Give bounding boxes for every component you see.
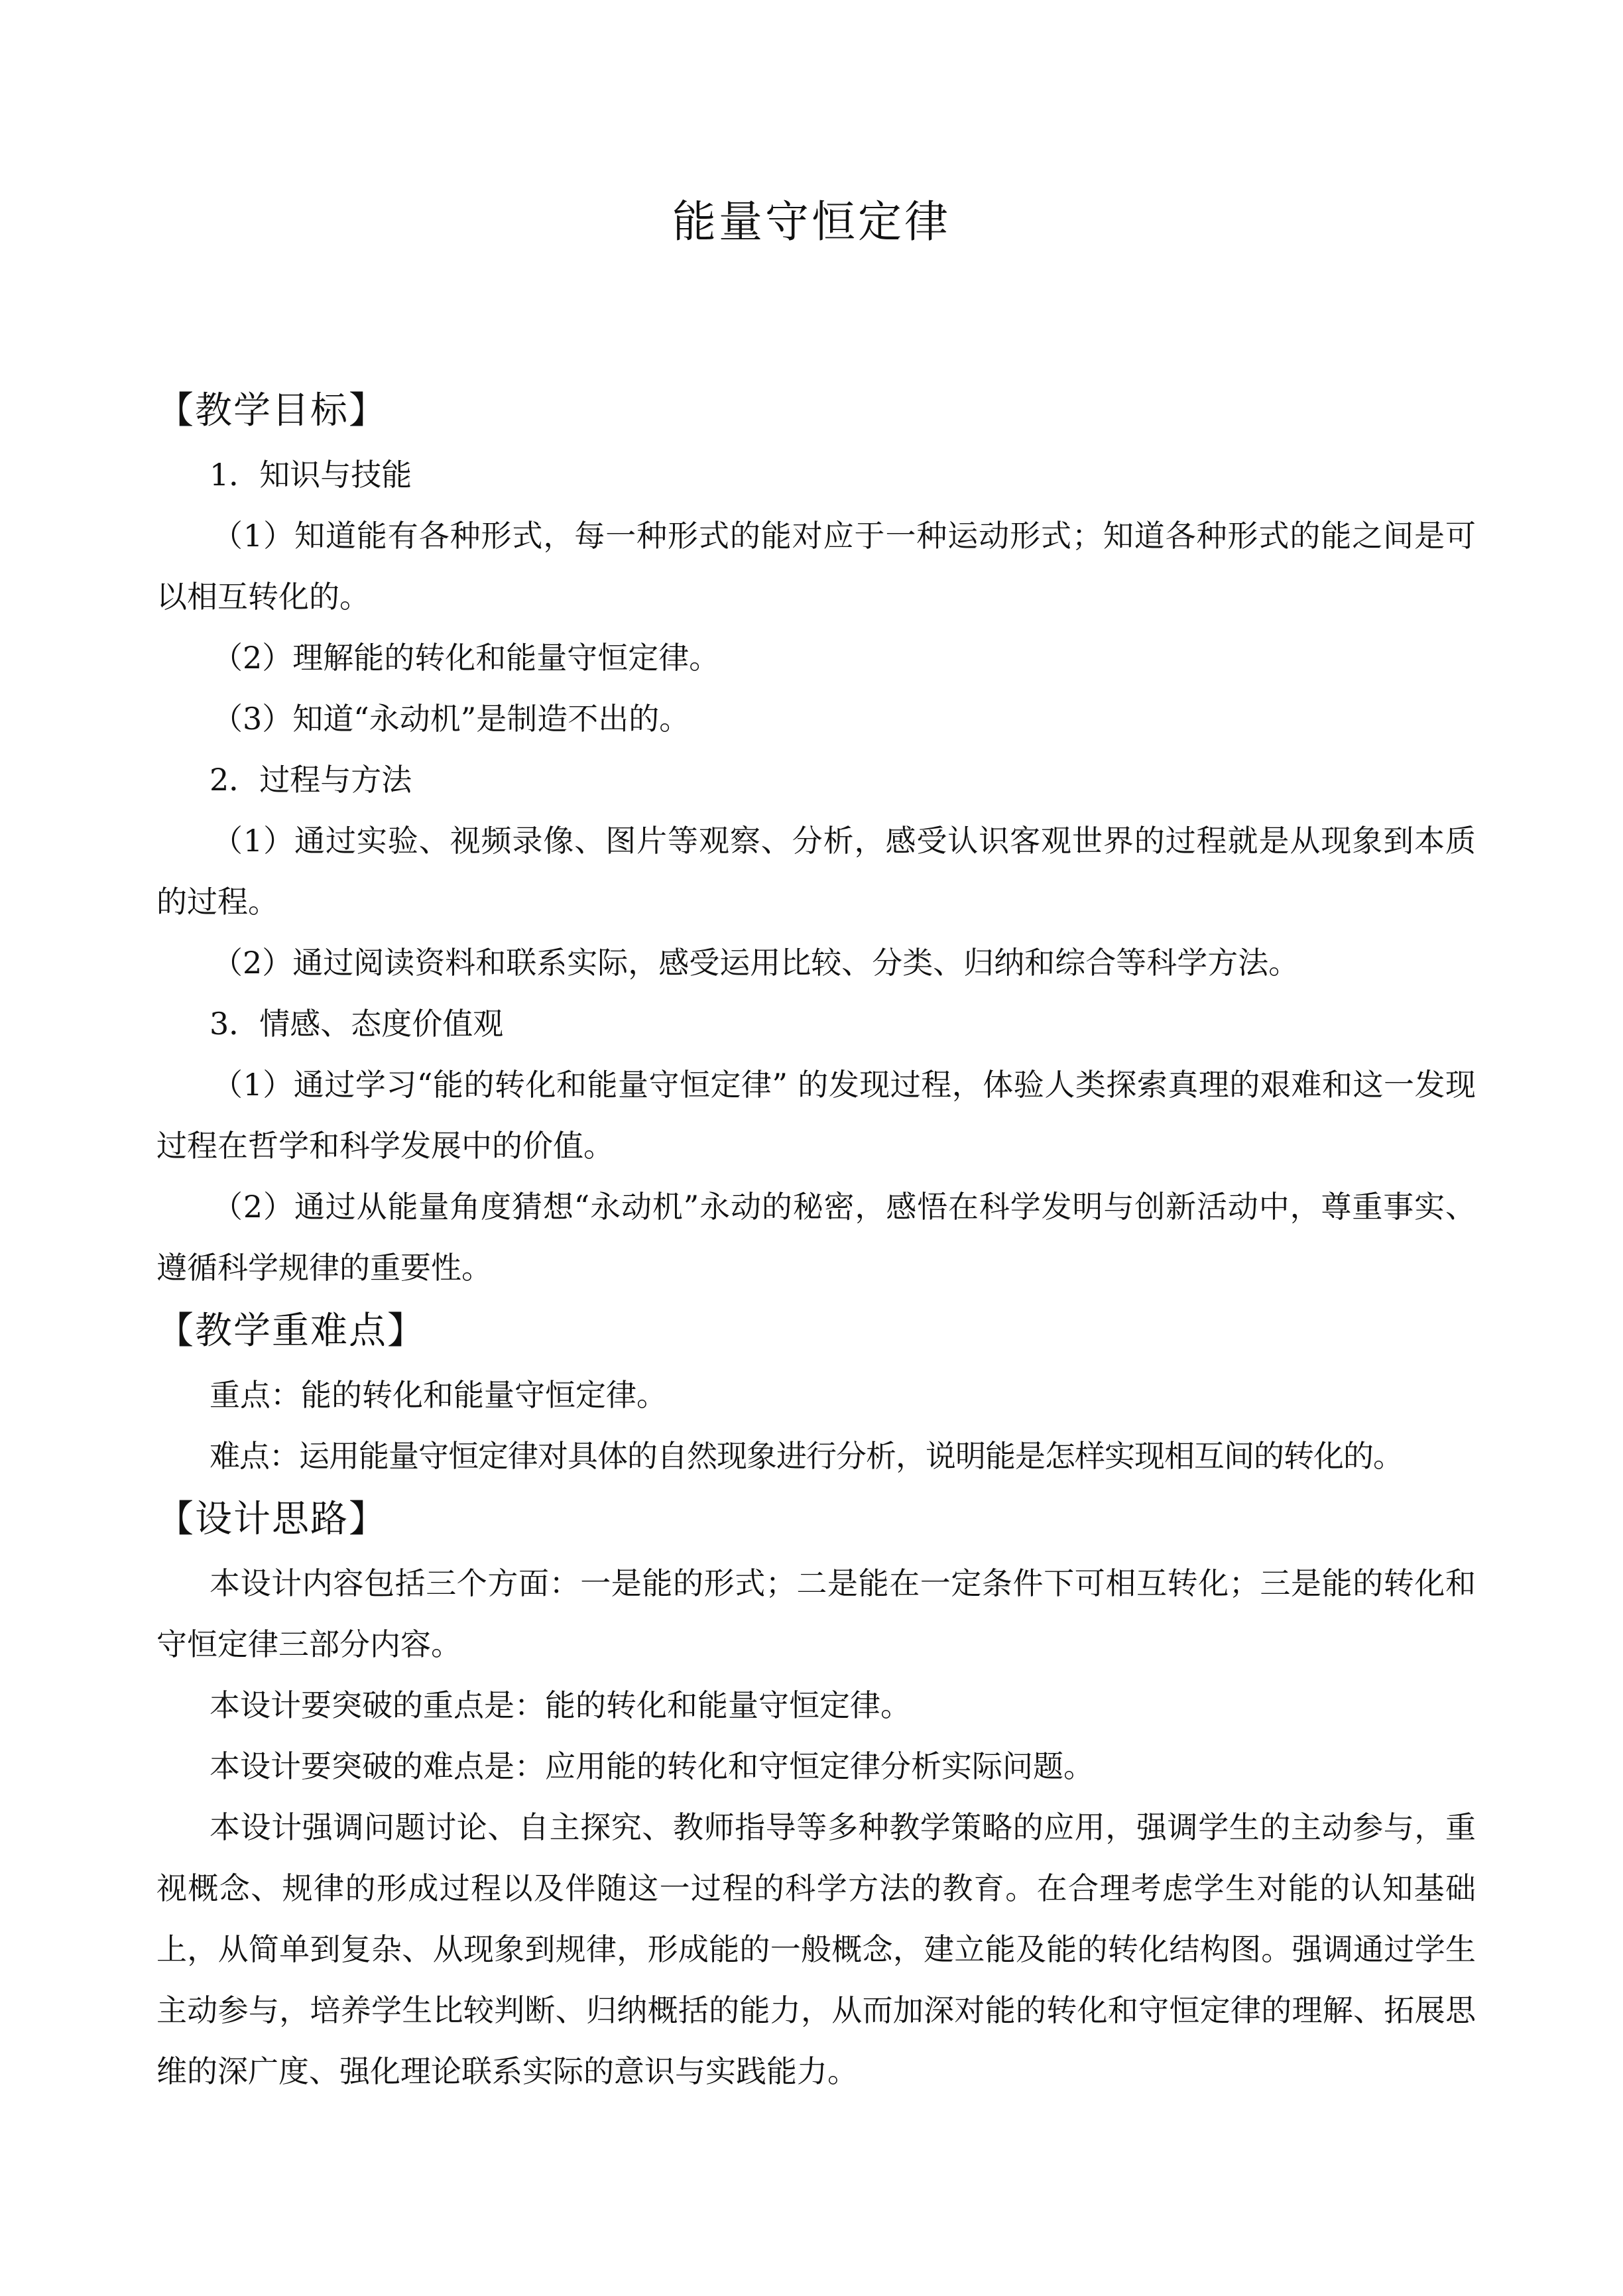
section-heading-key-points: 【教学重难点】 [156, 1309, 426, 1353]
section-heading-objectives: 【教学目标】 [156, 389, 387, 432]
paragraph: （1）通过学习“能的转化和能量守恒定律” 的发现过程，体验人类探索真理的艰难和这一发现过程在哲学和科学发展中的价值。 [156, 1067, 1476, 1164]
paragraph: （3）知道“永动机”是制造不出的。 [212, 701, 690, 737]
paragraph: 本设计内容包括三个方面：一是能的形式；二是能在一定条件下可相互转化；三是能的转化和守恒定律三部分内容。 [156, 1565, 1476, 1662]
paragraph: 本设计要突破的重点是：能的转化和能量守恒定律。 [210, 1687, 911, 1723]
paragraph: （1）通过实验、视频录像、图片等观察、分析，感受认识客观世界的过程就是从现象到本质的过程。 [156, 823, 1476, 920]
paragraph: 本设计强调问题讨论、自主探究、教师指导等多种教学策略的应用，强调学生的主动参与，重视概念、规律的形成过程以及伴随这一过程的科学方法的教育。在合理考虑学生对能的认知基础上，从简单到复杂、从现象到规律，形成能的一般概念，建立能及能的转化结构图。强调通过学生主动参与，培养学生比较判断、归纳概括的能力，从而加深对能的转化和守恒定律的理解、拓展思维的深广度、强化理论联系实际的意识与实践能力。 [156, 1809, 1476, 2089]
subheading-process-method: 2．过程与方法 [210, 762, 412, 798]
document-body [156, 378, 1476, 2102]
paragraph: 本设计要突破的难点是：应用能的转化和守恒定律分析实际问题。 [210, 1748, 1094, 1784]
subheading-knowledge-skills: 1．知识与技能 [210, 457, 412, 493]
paragraph: （2）通过阅读资料和联系实际，感受运用比较、分类、归纳和综合等科学方法。 [212, 945, 1299, 981]
paragraph: （1）知道能有各种形式，每一种形式的能对应于一种运动形式；知道各种形式的能之间是可以相互转化的。 [156, 518, 1476, 615]
paragraph: 重点：能的转化和能量守恒定律。 [210, 1377, 667, 1413]
paragraph: 难点：运用能量守恒定律对具体的自然现象进行分析，说明能是怎样实现相互间的转化的。 [210, 1438, 1403, 1474]
section-heading-design: 【设计思路】 [156, 1498, 387, 1541]
page-title: 能量守恒定律 [672, 196, 951, 247]
paragraph: （2）理解能的转化和能量守恒定律。 [212, 640, 720, 676]
subheading-emotion-values: 3．情感、态度价值观 [210, 1006, 504, 1042]
paragraph: （2）通过从能量角度猜想“永动机”永动的秘密，感悟在科学发明与创新活动中，尊重事实、遵循科学规律的重要性。 [156, 1189, 1476, 1286]
